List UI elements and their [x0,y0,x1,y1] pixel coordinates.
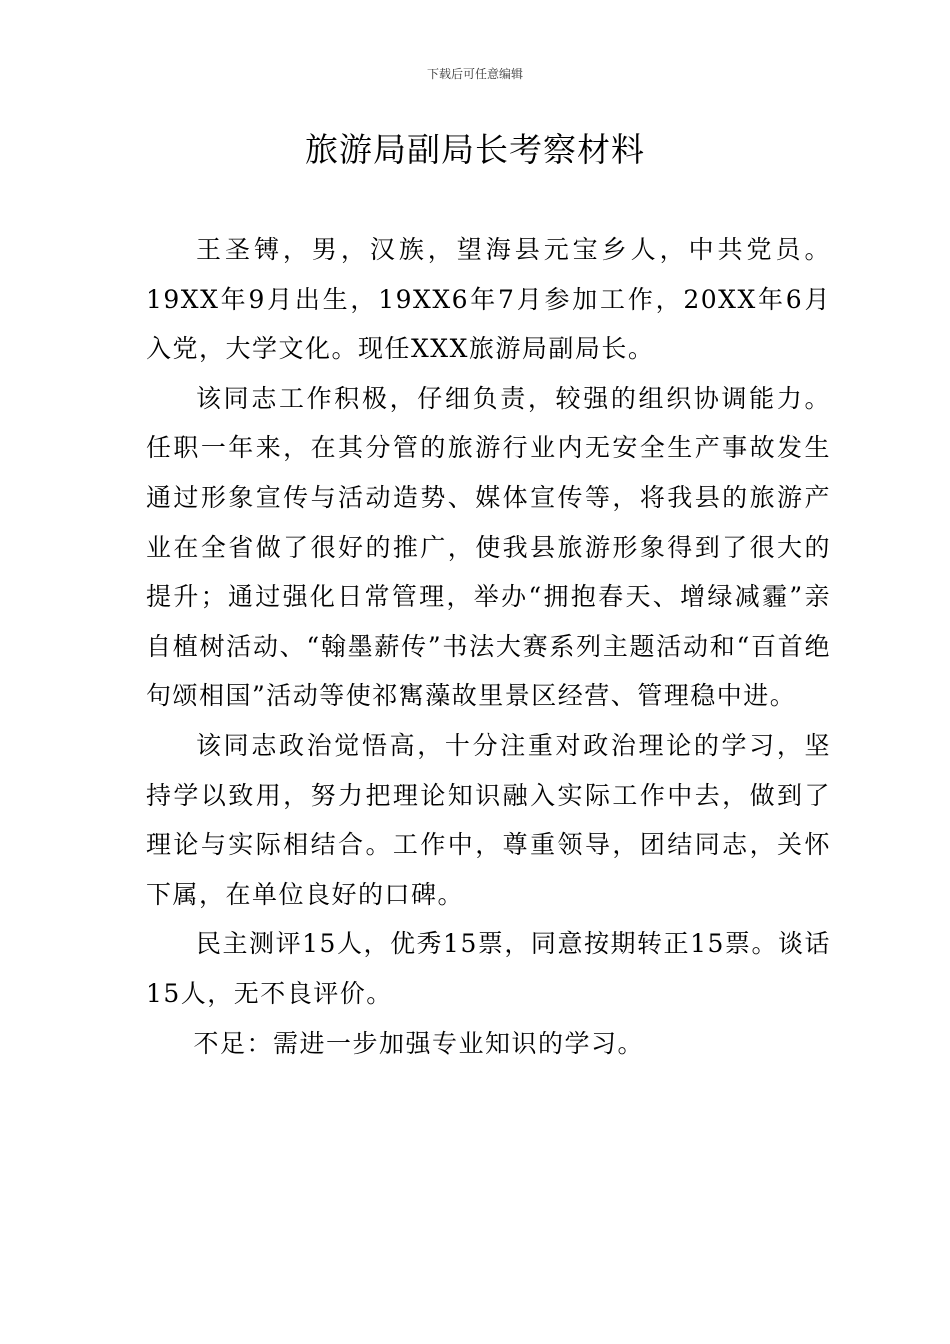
paragraph-evaluation: 民主测评15人，优秀15票，同意按期转正15票。谈话15人，无不良评价。 [146,929,831,1008]
document-title: 旅游局副局长考察材料 [305,130,645,169]
header-note: 下载后可任意编辑 [426,67,523,81]
paragraph-political-awareness: 该同志政治觉悟高，十分注重对政治理论的学习，坚持学以致用，努力把理论知识融入实际工作中去，做到了理论与实际相结合。工作中，尊重领导，团结同志，关怀下属，在单位良好的口碑。 [146,730,831,909]
paragraph-personal-info: 王圣镈，男，汉族，望海县元宝乡人，中共党员。19XX年9月出生，19XX6年7月参加工作，20XX年6月入党，大学文化。现任XXX旅游局副局长。 [146,235,831,364]
paragraph-work-performance: 该同志工作积极，仔细负责，较强的组织协调能力。任职一年来，在其分管的旅游行业内无安全生产事故发生通过形象宣传与活动造势、媒体宣传等，将我县的旅游产业在全省做了很好的推广，使我县旅游形象得到了很大的提升；通过强化日常管理，举办“拥抱春天、增绿减霾”亲自植树活动、“翰墨薪传”书法大赛系列主题活动和“百首绝句颂相国”活动等使祁寯藻故里景区经营、管理稳中进。 [146,383,831,711]
document-body [146,225,831,1068]
paragraph-shortcomings: 不足：需进一步加强专业知识的学习。 [193,1028,645,1058]
